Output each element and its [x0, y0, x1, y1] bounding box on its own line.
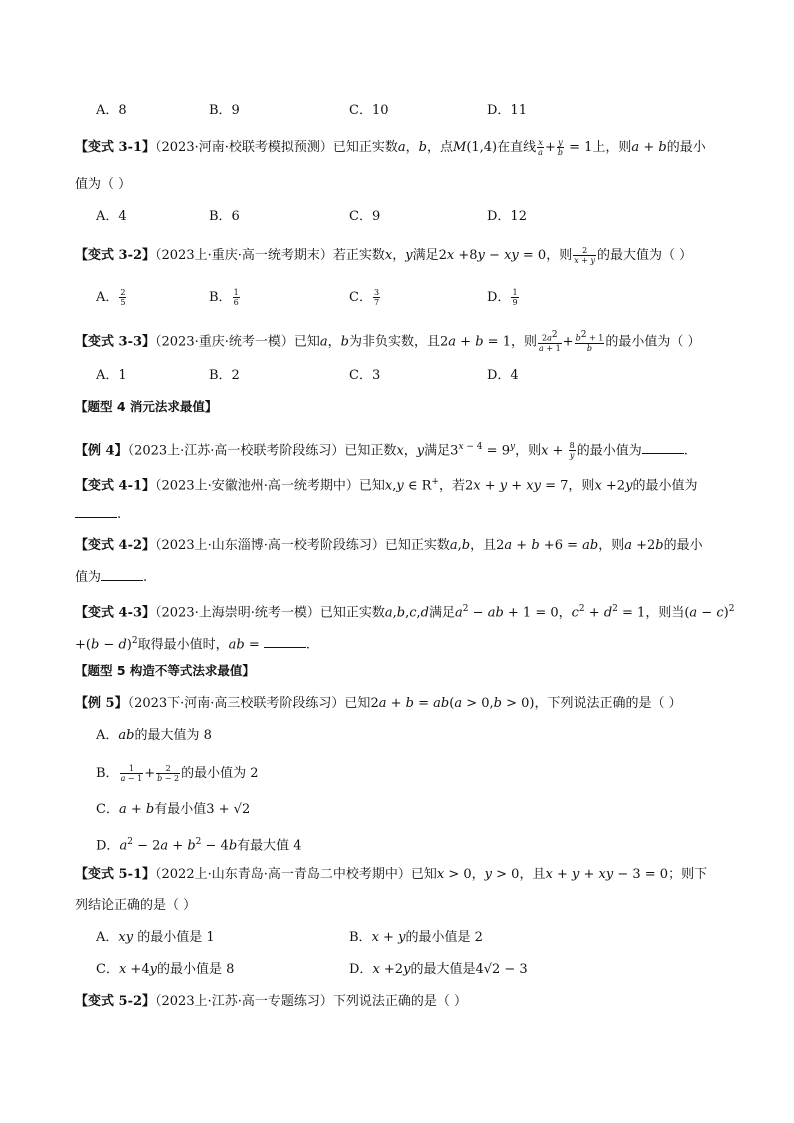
variant-3-1-question: 【变式 3-1】（2023·河南·校联考模拟预测）已知正实数a，b，点M(1,4)在直线 $\frac{x}{a}$ + $\frac{y}{b}$ = 1上，则a + b的最小 [75, 138, 706, 157]
variant-4-1-question-cont: . [75, 505, 121, 524]
example-tag: 【例 5】 [75, 696, 128, 711]
option-d: D．11 [487, 103, 527, 118]
variant-tag: 【变式 5-2】 [75, 994, 156, 1009]
option-a: A．8 [96, 103, 127, 118]
variant-tag: 【变式 4-1】 [75, 478, 156, 494]
answer-blank[interactable] [642, 441, 684, 454]
option-d: D．12 [487, 209, 527, 224]
variant-4-3-question: 【变式 4-3】（2023·上海崇明·统考一模）已知正实数a,b,c,d满足$a^2$ − ab + 1 = 0，$c^2 + d^2 = 1$，则当$(a - c)^2$ [75, 604, 735, 621]
variant-5-1-question-cont: 列结论正确的是（ ） [75, 898, 197, 913]
answer-blank[interactable] [101, 568, 143, 581]
variant-5-1-question: 【变式 5-1】（2022上·山东青岛·高一青岛二中校考期中）已知x > 0，y > 0，且x + y + xy − 3 = 0；则下 [75, 867, 708, 882]
variant-4-1-question: 【变式 4-1】（2023上·安徽池州·高一统考期中）已知x,y ∈ R+，若2x + y + xy = 7，则x +2y的最小值为 [75, 477, 698, 494]
option-d: D．4 [487, 368, 519, 383]
variant-4-2-question: 【变式 4-2】（2023上·山东淄博·高一校考阶段练习）已知正实数a,b，且2a + b +6 = ab，则a +2b的最小 [75, 538, 703, 553]
answer-blank[interactable] [264, 635, 306, 648]
variant-tag: 【变式 3-3】 [75, 334, 156, 350]
example-tag: 【例 4】 [75, 443, 128, 459]
variant-4-3-question-cont: $+(b - d)^2$取得最小值时，ab = . [75, 636, 311, 653]
option-b: B．x + y的最小值是 2 [349, 930, 483, 945]
option-b: B． $\frac{1}{6}$ [209, 288, 239, 307]
fraction: $\frac{2a^2}{a + 1}$ [539, 330, 561, 353]
variant-5-2-question: 【变式 5-2】（2023上·江苏·高一专题练习）下列说法正确的是（ ） [75, 994, 467, 1009]
variant-tag: 【变式 4-3】 [75, 605, 156, 621]
fraction: $\frac{x}{a}$ [538, 138, 543, 157]
option-a: A．ab的最大值为 8 [96, 728, 212, 743]
option-b: B．9 [209, 103, 240, 118]
option-c: C．9 [349, 209, 381, 224]
variant-tag: 【变式 4-2】 [75, 538, 156, 553]
option-a: A． $\frac{2}{5}$ [96, 288, 126, 307]
option-d: D． $\frac{1}{9}$ [487, 288, 518, 307]
option-c: C．3 [349, 368, 381, 383]
fraction: $\frac{8}{y}$ [569, 441, 575, 461]
fraction: $\frac{2}{x + y}$ [574, 246, 596, 265]
option-b: B． $\frac{1}{a - 1}$ + $\frac{2}{b - 2}$ 的最小值为 2 [96, 764, 259, 783]
variant-tag: 【变式 3-1】 [75, 140, 156, 155]
variant-3-1-question-cont: 值为（ ） [75, 177, 132, 192]
option-b: B．2 [209, 368, 240, 383]
option-a: A．xy 的最小值是 1 [96, 930, 215, 945]
option-c: C．10 [349, 103, 389, 118]
option-c: C．a + b有最小值3 + √2 [96, 802, 251, 817]
section-heading-4: 【题型 4 消元法求最值】 [75, 399, 218, 414]
option-a: A．4 [96, 209, 127, 224]
fraction: $\frac{y}{b}$ [557, 138, 563, 157]
option-c: C．x +4y的最小值是 8 [96, 962, 235, 977]
option-d: D．x +2y的最大值是4√2 − 3 [349, 962, 528, 977]
variant-4-2-question-cont: 值为 . [75, 570, 148, 585]
option-b: B．6 [209, 209, 240, 224]
variant-tag: 【变式 5-1】 [75, 867, 156, 882]
option-a: A．1 [96, 368, 127, 383]
option-d: D．$a^2 - 2a + b^2 - 4b$有最大值 4 [96, 837, 302, 854]
variant-3-2-question: 【变式 3-2】（2023上·重庆·高一统考期末）若正实数x，y满足2x +8y − xy = 0，则 $\frac{2}{x + y}$ 的最大值为（ ） [75, 246, 693, 265]
option-c: C． $\frac{3}{7}$ [349, 288, 380, 307]
example-5-question: 【例 5】（2023下·河南·高三校联考阶段练习）已知2a + b = ab(a > 0,b > 0)，下列说法正确的是（ ） [75, 696, 682, 711]
variant-3-3-question: 【变式 3-3】（2023·重庆·统考一模）已知a，b为非负实数，且2a + b = 1，则 $\frac{2a^2}{a + 1}$ + $\frac{b^2 + 1}{b}$ 的最小值为（ ） [75, 330, 701, 353]
section-heading-5: 【题型 5 构造不等式法求最值】 [75, 663, 255, 678]
fraction: $\frac{b^2 + 1}{b}$ [575, 330, 604, 353]
answer-blank[interactable] [75, 505, 117, 518]
example-4-question: 【例 4】（2023上·江苏·高一校联考阶段练习）已知正数x，y满足$3^{x - 4} = 9^y$，则x + $\frac{8}{y}$ 的最小值为 . [75, 441, 688, 461]
variant-tag: 【变式 3-2】 [75, 248, 156, 263]
